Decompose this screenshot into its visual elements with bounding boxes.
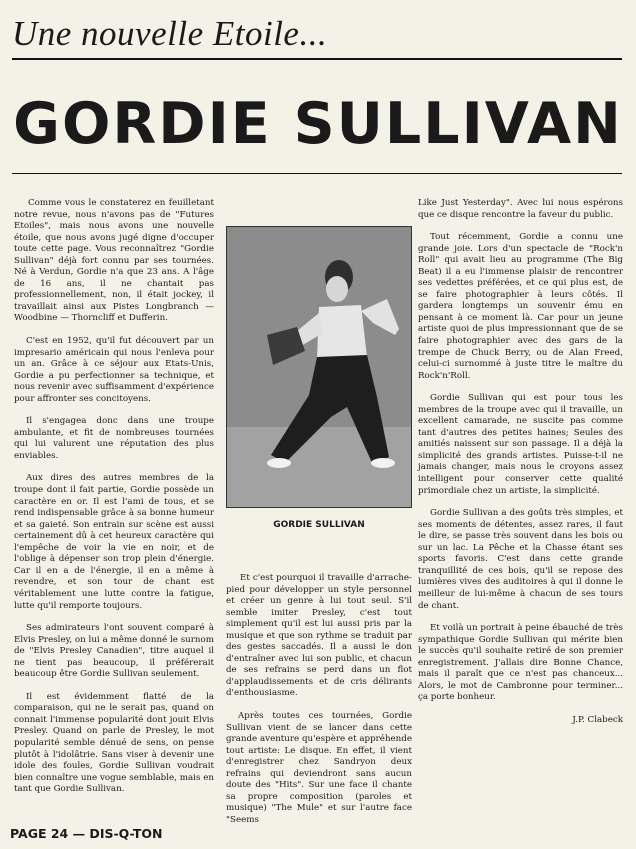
paragraph: Comme vous le constaterez en feuilletant notre revue, nous n'avons pas de "Futures Etoiles", mais nous avons une nouvelle étoile, que nous avons jugé digne d'occuper toute cette page. Vous reconnaîtrez "Gordie Sullivan" déjà fort connu par ses tournées. Né à Verdun, Gordie n'a que 23 ans. A l'âge de 16 ans, il ne chantait pas professionnellement, non, il était jockey, il travaillait ainsi aux Pistes Longbranch — Woodbine — Thorncliff et Dufferin. [14,198,214,324]
paragraph: Ses admirateurs l'ont souvent comparé à Elvis Presley, on lui a même donné le surnom de "Elvis Presley Canadien", titre auquel il ne tient pas beaucoup, il préférerait beaucoup être Gordie Sullivan seulement. [14,623,214,680]
paragraph: Gordie Sullivan qui est pour tous les membres de la troupe avec qui il travaille, un excellent camarade, ne suscite pas comme tant d'autres des petites haines; Seules des amitiés naissent sur son passage. Il a déjà la simplicité des grands artistes. Puisse-t-il ne jamais changer, mais nous le croyons assez intelligent pour conserver cette qualité primordiale chez un artiste, la simplicité. [418,393,623,496]
paragraph: Like Just Yesterday". Avec lui nous espérons que ce disque rencontre la faveur du public. [418,198,623,220]
middle-column [226,573,412,837]
paragraph: Il s'engagea donc dans une troupe ambulante, et fit de nombreuses tournées qui lui valurent une réputation des plus enviables. [14,416,214,461]
title-divider [12,173,622,174]
photo-caption: GORDIE SULLIVAN [273,520,365,530]
paragraph: C'est en 1952, qu'il fut découvert par un impresario américain qui nous l'enleva pour un an. Grâce à ce séjour aux Etats-Unis, Gordie a pu perfectionner sa technique, et nous revenir avec suffisamment d'expérience pour affronter ses concitoyens. [14,336,214,404]
left-column [14,198,214,807]
singer-photo [226,226,412,508]
page-footer: PAGE 24 — DIS-Q-TON [10,826,163,841]
paragraph: Gordie Sullivan a des goûts très simples, et ses moments de détentes, assez rares, il faut le dire, se passe très souvent dans les bois ou sur un lac. La Pêche et la Chasse étant ses sports favoris. C'est dans cette grande tranquillité de ces bois, qu'il se repose des lumières vives des auditoires à qui il donne le meilleur de lui-même à chacun de ses tours de chant. [418,508,623,611]
article-title: GORDIE SULLIVAN [13,91,623,157]
right-column [418,198,623,737]
paragraph: Aux dires des autres membres de la troupe dont il fait partie, Gordie possède un caractère en or. Il est l'ami de tous, et se rend indispensable grâce à sa bonne humeur et sa gaieté. Son entrain sur scène est aussi certainement dû à cet heureux caractère qui l'empêche de voir la vie en noir, et de l'oblige à dépenser son trop plein d'énergie. Car il en a de l'énergie, il en a même à revendre, et son tour de chant est véritablement une lutte contre la fatigue, lutte qu'il remporte toujours. [14,473,214,611]
section-title: Une nouvelle Etoile... [12,14,328,53]
paragraph: Et voilà un portrait à peine ébauché de très sympathique Gordie Sullivan qui mérite bien le succès qu'il souhaite retiré de son premier enregistrement. J'allais dire Bonne Chance, mais il paraît que ce n'est pas chanceux... Alors, le mot de Cambronne pour terminer... ça porte bonheur. [418,623,623,703]
paragraph: Il est évidemment flatté de la comparaison, qui ne le serait pas, quand on connait l'immense popularité dont jouit Elvis Presley. Quand on parle de Presley, le mot popularité semble dénué de sens, on pense plutôt à l'idolâtrie. Sans viser à devenir une idole des foules, Gordie Sullivan voudrait bien connaître une vogue semblable, mais en tant que Gordie Sullivan. [14,691,214,795]
paragraph: Après toutes ces tournées, Gordie Sullivan vient de se lancer dans cette grande aventure qu'espère et appréhende tout artiste: Le disque. En effet, il vient d'enregistrer chez Sandryon deux refrains qui deviendront sans aucun doute des "Hits". Sur une face il chante sa propre composition (paroles et musique) "The Mule" et sur l'autre face "Seems [226,711,412,825]
paragraph: Tout récemment, Gordie a connu une grande joie. Lors d'un spectacle de "Rock'n Roll" qui avait lieu au programme (The Big Beat) il a eu l'immense plaisir de rencontrer ses vedettes préférées, et ce qui plus est, de se faire photographier à leurs côtés. Il gardera longtemps un souvenir ému en pensant à ce moment là. Car pour un jeune artiste quoi de plus impressionnant que de se faire photographier avec des gars de la trempe de Chuck Berry, ou de Alan Freed, celui-ci surnommé à juste titre le maître du Rock'n'Roll. [418,232,623,381]
header-divider [12,58,622,60]
author-signature: J.P. Clabeck [572,714,623,725]
paragraph: Et c'est pourquoi il travaille d'arrache-pied pour développer un style personnel et créer un genre à lui tout seul. S'il semble imiter Presley, c'est tout simplement qu'il est lui aussi pris par la musique et que son rythme se traduit par des gestes saccadés. Il a aussi le don d'entraîner avec lui son public, et chacun de ses refrains se perd dans un flot d'applaudissements et de cris délirants d'enthousiasme. [226,573,412,699]
